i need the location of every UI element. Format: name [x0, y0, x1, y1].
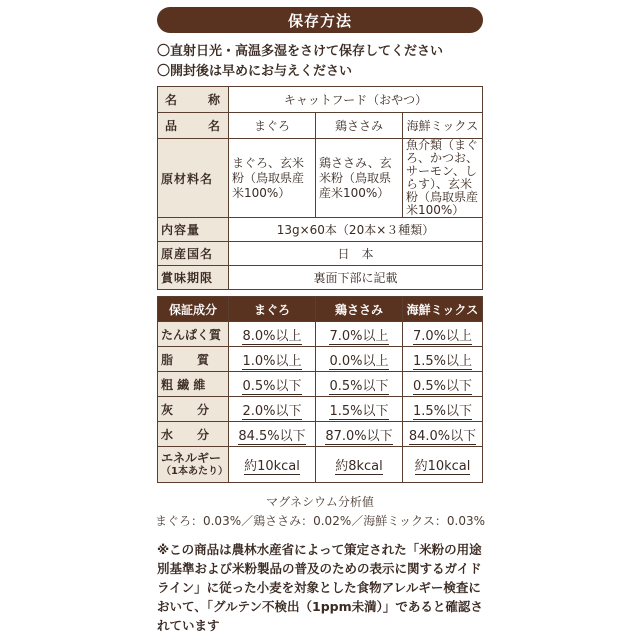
ingredients-tuna: まぐろ、玄米粉（鳥取県産米100%） [229, 139, 316, 218]
magnesium-title: マグネシウム分析値 [266, 495, 374, 509]
name-label-char: 称 [207, 93, 221, 107]
protein-label: たんぱく質 [158, 322, 229, 347]
storage-note-opened: 〇開封後は早めにお与えください [157, 64, 353, 79]
energy-label [158, 447, 229, 483]
product-label [158, 113, 229, 139]
ash-tuna [229, 397, 316, 422]
moisture-seafood [403, 422, 483, 447]
magnesium-values: まぐろ：0.03%／鶏ささみ：0.02%／海鮮ミックス：0.03% [154, 514, 485, 528]
value-text: 約8kcal [335, 459, 383, 474]
value-text: 84.5%以下 [238, 428, 306, 444]
table-row [158, 422, 483, 447]
fiber-seafood [403, 372, 483, 397]
contents-value: 13g×60本（20本×３種類） [229, 218, 483, 242]
table-row [158, 218, 483, 242]
nutrition-header-tuna: まぐろ [229, 297, 316, 322]
table-row [158, 139, 483, 218]
ash-seafood [403, 397, 483, 422]
fat-chicken [316, 347, 403, 372]
expiry-value: 裏面下部に記載 [229, 266, 483, 290]
value-text: 0.5%以下 [412, 378, 473, 394]
storage-note-light: 〇直射日光・高温多湿をさけて保存してください [157, 44, 444, 59]
nutrition-table [157, 296, 483, 483]
expiry-label: 賞味期限 [158, 266, 229, 290]
table-row [158, 347, 483, 372]
value-text: 1.0%以上 [242, 353, 302, 369]
moisture-tuna [229, 422, 316, 447]
value-text: 8.0%以上 [242, 328, 302, 344]
protein-tuna [229, 322, 316, 347]
value-text: 0.0%以上 [329, 353, 389, 369]
product-info-table [157, 86, 483, 290]
moisture-chicken [316, 422, 403, 447]
ash-label: 灰 分 [158, 397, 229, 422]
product-label-char: 名 [207, 119, 221, 133]
value-text: 84.0%以下 [408, 428, 477, 444]
name-label-char: 名 [165, 93, 179, 107]
product-tuna: まぐろ [229, 113, 316, 139]
table-row [158, 397, 483, 422]
gluten-footnote: ※この商品は農林水産省によって策定された「米粉の用途別基準および米粉製品の普及のための表示に関するガイドライン」に従った小麦を対象とした食物アレルギー検査において、「グルテン不検出（1ppm未満）」であると確認されています [157, 542, 483, 633]
fat-seafood [403, 347, 483, 372]
table-row [158, 87, 483, 113]
protein-seafood [403, 322, 483, 347]
product-seafood: 海鮮ミックス [403, 113, 483, 139]
fat-label: 脂 質 [158, 347, 229, 372]
table-row [158, 242, 483, 266]
fiber-tuna [229, 372, 316, 397]
nutrition-header-label: 保証成分 [158, 297, 229, 322]
fiber-label: 粗 繊 維 [158, 372, 229, 397]
energy-seafood [403, 447, 483, 483]
fat-tuna [229, 347, 316, 372]
value-text: 1.5%以上 [412, 353, 473, 369]
value-text: 1.5%以下 [329, 403, 389, 419]
value-text: 87.0%以下 [325, 428, 393, 444]
value-text: 1.5%以下 [412, 403, 473, 419]
storage-header: 保存方法 [157, 7, 483, 33]
nutrition-header-row [158, 297, 483, 322]
table-row [158, 447, 483, 483]
energy-label-text: エネルギー [161, 450, 222, 465]
value-text: 約10kcal [244, 459, 300, 474]
value-text: 0.5%以下 [329, 378, 389, 394]
value-text: 2.0%以下 [242, 403, 302, 419]
table-row [158, 266, 483, 290]
fiber-chicken [316, 372, 403, 397]
moisture-label: 水 分 [158, 422, 229, 447]
ash-chicken [316, 397, 403, 422]
value-text: 7.0%以上 [329, 328, 389, 344]
name-label [158, 87, 229, 113]
table-row [158, 372, 483, 397]
ingredients-label: 原材料名 [158, 139, 229, 218]
table-row [158, 322, 483, 347]
origin-value: 日 本 [229, 242, 483, 266]
energy-chicken [316, 447, 403, 483]
value-text: 約10kcal [414, 459, 471, 474]
contents-label: 内容量 [158, 218, 229, 242]
product-label-char: 品 [165, 119, 179, 133]
nutrition-header-chicken: 鶏ささみ [316, 297, 403, 322]
energy-sub-text: （1本あたり） [161, 465, 228, 477]
name-value: キャットフード（おやつ） [229, 87, 483, 113]
value-text: 7.0%以上 [412, 328, 473, 344]
origin-label: 原産国名 [158, 242, 229, 266]
ingredients-seafood: 魚介類（まぐろ、かつお、サーモン、しらす）、玄米粉（鳥取県産米100%） [403, 139, 483, 218]
energy-tuna [229, 447, 316, 483]
protein-chicken [316, 322, 403, 347]
nutrition-header-seafood: 海鮮ミックス [403, 297, 483, 322]
product-chicken: 鶏ささみ [316, 113, 403, 139]
value-text: 0.5%以下 [242, 378, 302, 394]
table-row [158, 113, 483, 139]
ingredients-chicken: 鶏ささみ、玄米粉（鳥取県産米100%） [316, 139, 403, 218]
